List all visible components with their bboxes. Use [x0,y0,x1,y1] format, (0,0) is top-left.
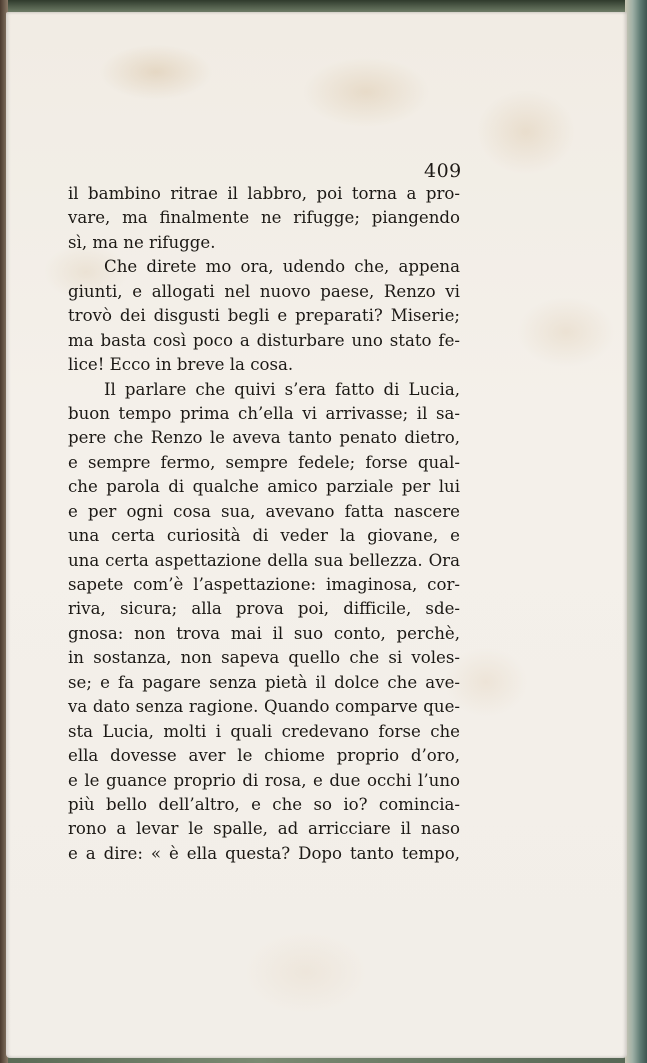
text-line: va dato senza ragione. Quando comparve que- [68,697,460,717]
text-line: sapete com’è l’aspettazione: imaginosa, cor- [68,575,460,594]
text-line: e le guance proprio di rosa, e due occhi l’uno [68,770,460,790]
text-line: e per ogni cosa sua, avevano fatta nascere [68,501,460,521]
text-line: il bambino ritrae il labbro, poi torna a pro- [68,184,460,203]
text-line: che parola di qualche amico parziale per lui [68,477,460,497]
text-line: sì, ma ne rifugge. [68,232,216,252]
book-top-edge [0,0,647,12]
text-line: sta Lucia, molti i quali credevano forse che [68,721,460,741]
text-line: trovò dei disgusti begli e preparati? Miserie; [68,306,460,326]
text-line: e a dire: « è ella questa? Dopo tanto tempo, [68,843,460,863]
text-line: giunti, e allogati nel nuovo paese, Renzo vi [68,281,460,301]
paper-page [6,12,627,1058]
body-text [68,182,460,866]
text-line: riva, sicura; alla prova poi, difficile, sde- [68,599,460,619]
text-line: e sempre fermo, sempre fedele; forse qual- [68,452,460,472]
text-line: ma basta così poco a disturbare uno stato fe- [68,330,460,350]
text-line: rono a levar le spalle, ad arricciare il naso [68,819,460,839]
text-line: pere che Renzo le aveva tanto penato dietro, [68,428,460,448]
text-line: vare, ma finalmente ne rifugge; piangendo [68,208,460,228]
text-line: una certa aspettazione della sua bellezza. Ora [68,550,460,570]
book-cover-edge [625,0,647,1063]
text-line: ella dovesse aver le chiome proprio d’oro, [68,746,460,766]
page-number: 409 [424,160,462,182]
text-line: Il parlare che quivi s’era fatto di Lucia, [104,379,460,399]
text-line: più bello dell’altro, e che so io? comincia- [68,794,460,814]
text-line: una certa curiosità di veder la giovane, e [68,526,460,546]
text-line: buon tempo prima ch’ella vi arrivasse; il sa- [68,403,460,423]
text-line: gnosa: non trova mai il suo conto, perchè, [68,623,460,643]
text-line: lice! Ecco in breve la cosa. [68,355,294,375]
text-line: Che direte mo ora, udendo che, appena [104,257,460,277]
text-line: in sostanza, non sapeva quello che si voles- [68,648,460,668]
text-line: se; e fa pagare senza pietà il dolce che ave- [68,672,460,692]
